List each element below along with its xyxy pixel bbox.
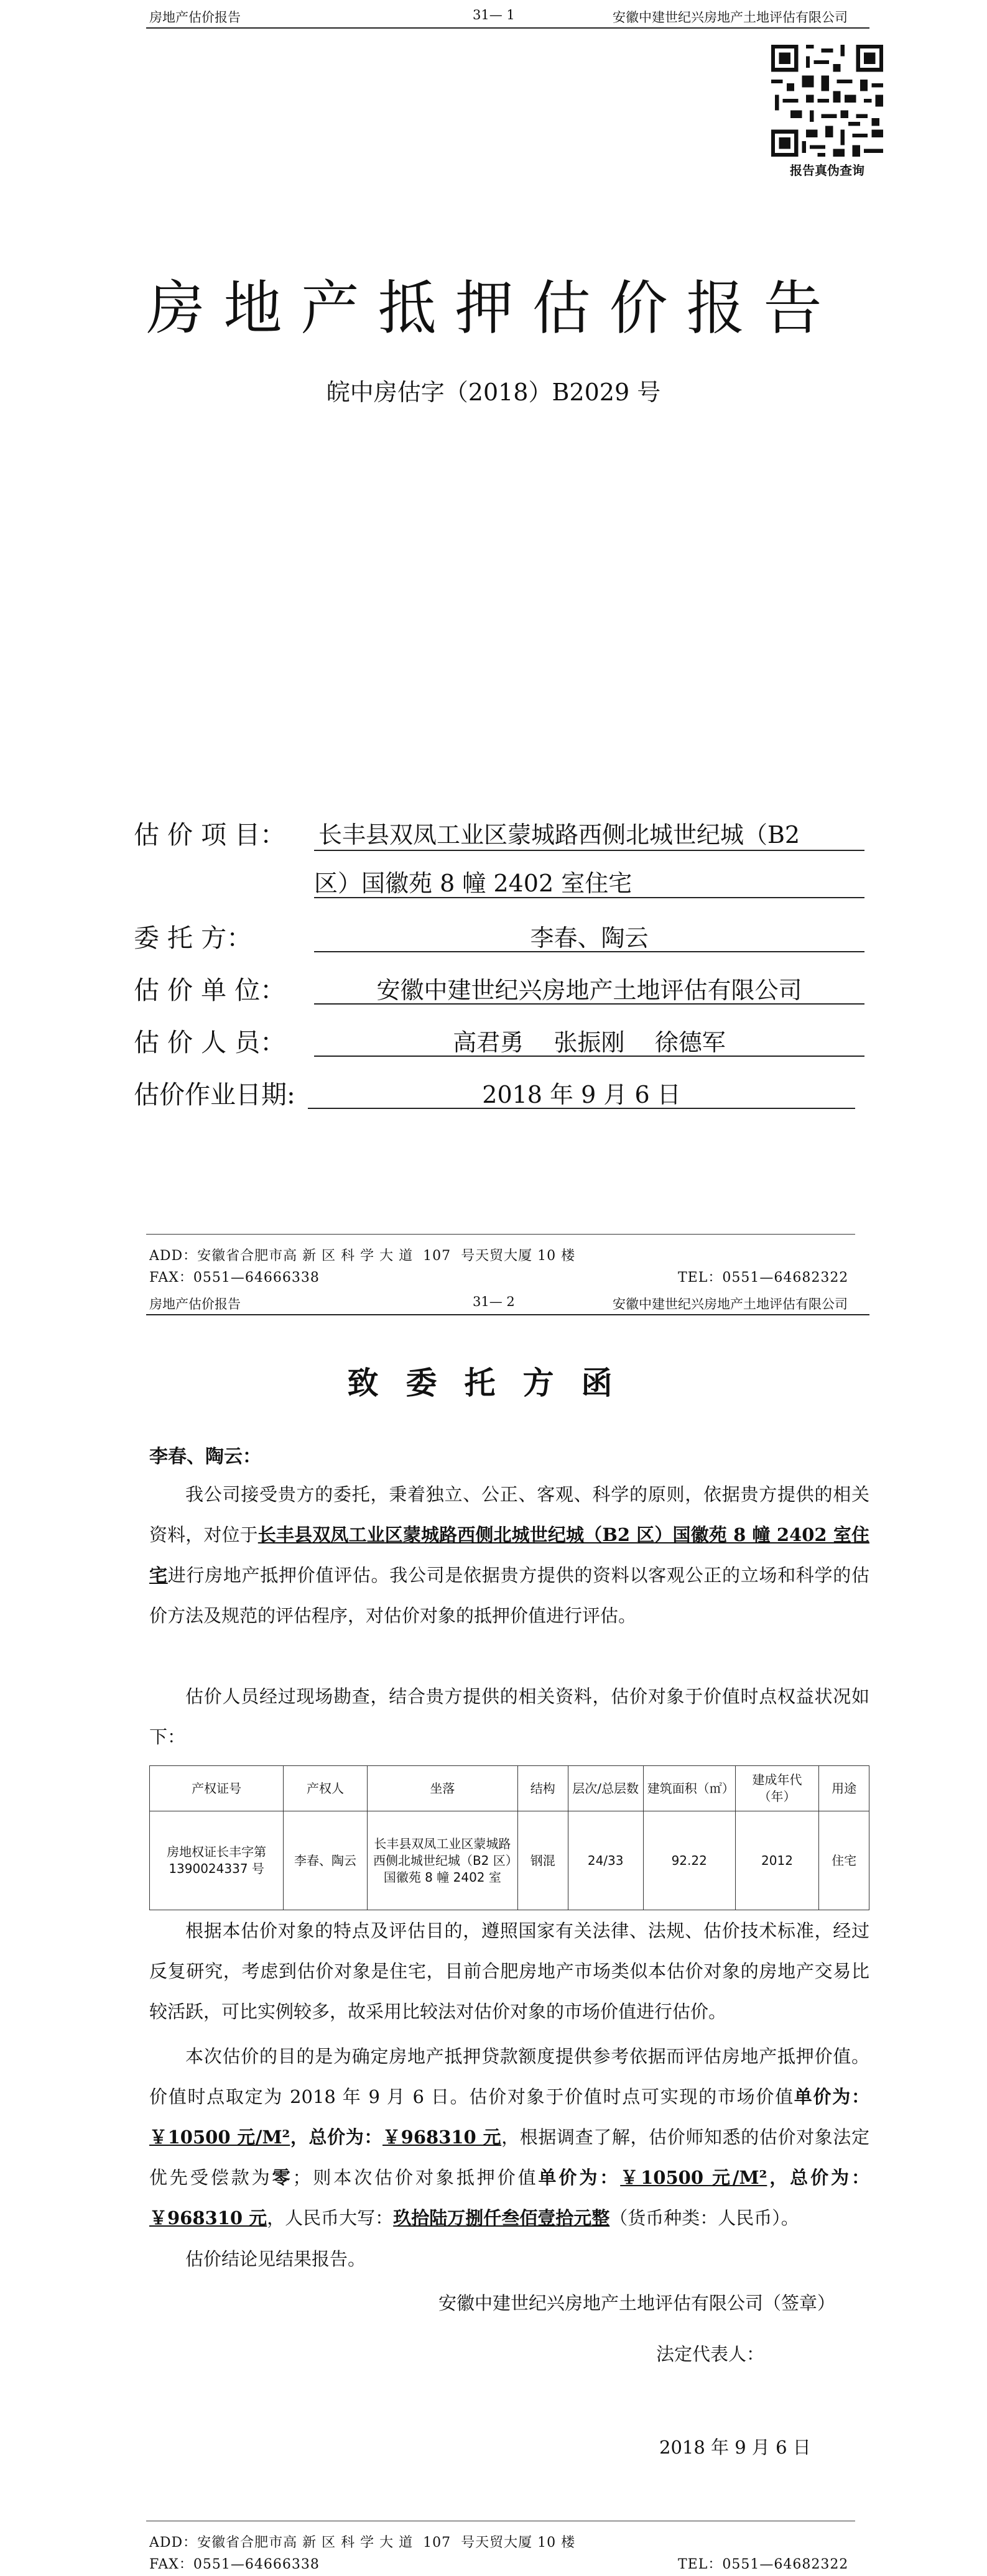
page1-footer-fax: FAX：0551—64666338 [149,1270,320,1286]
staff-label: 估 价 人 员： [134,1028,286,1057]
cell-use: 住宅 [819,1811,869,1910]
cell-area: 92.22 [643,1811,735,1910]
page2-header-page-number: 31— 2 [473,1294,515,1309]
page1-header-left: 房地产估价报告 [149,10,241,25]
project-value-line2: 区）国徽苑 8 幢 2402 室住宅 [314,870,633,897]
sign-representative: 法定代表人： [656,2344,765,2365]
col-header-location: 坐落 [367,1766,517,1811]
unit-label: 估 价 单 位： [134,975,286,1005]
report-number: 皖中房估字（2018）B2029 号 [326,379,661,406]
page2-footer-address: ADD：安徽省合肥市高 新 区 科 学 大 道 107 号天贸大厦 10 楼 [149,2535,576,2551]
cell-owner: 李春、陶云 [284,1811,368,1910]
col-header-floor: 层次/总层数 [568,1766,643,1811]
col-header-owner: 产权人 [284,1766,368,1811]
date-label: 估价作业日期: [134,1080,295,1110]
page1-footer-rule [146,1234,855,1235]
page2-header-right: 安徽中建世纪兴房地产土地评估有限公司 [613,1297,848,1312]
staff-underline [314,1056,864,1057]
market-total-price: ￥968310 元 [382,2127,502,2148]
project-value-line1: 长丰县双凤工业区蒙城路西侧北城世纪城（B2 [318,821,800,849]
page1-header-page-number: 31— 1 [473,7,515,22]
col-header-structure: 结构 [517,1766,568,1811]
page2-footer-tel: TEL：0551—64682322 [678,2557,849,2572]
unit-value: 安徽中建世纪兴房地产土地评估有限公司 [376,977,802,1004]
page1-footer-address: ADD：安徽省合肥市高 新 区 科 学 大 道 107 号天贸大厦 10 楼 [149,1248,576,1264]
report-title: 房地产抵押估价报告 [146,275,841,343]
page2-footer-fax: FAX：0551—64666338 [149,2557,320,2572]
client-label: 委 托 方： [134,923,253,953]
date-underline [308,1108,855,1109]
paragraph-inspection: 估价人员经过现场勘查，结合贵方提供的相关资料，估价对象于价值时点权益状况如下： [149,1686,869,1747]
project-underline-2 [314,897,864,898]
page1-footer-tel: TEL：0551—64682322 [678,1270,849,1286]
date-value: 2018 年 9 月 6 日 [482,1081,681,1108]
client-underline [314,951,864,952]
page2-header-rule [146,1314,869,1315]
col-header-year: 建成年代（年） [735,1766,819,1811]
page1-header-rule [146,27,869,29]
project-label: 估 价 项 目： [134,820,286,850]
paragraph-conclusion: 本次估价的目的是为确定房地产抵押贷款额度提供参考依据而评估房地产抵押价值。价值时点取定为 2018 年 9 月 6 日。估价对象于价值时点可实现的市场价值单价为：￥10500 元/M²，总价为：￥968310 元，根据调查了解，估价师知悉的估价对象法定优先受偿款为零；则本次估价对象抵押价值单价为：￥10500 元/M²，总价为：￥968310 元，人民币大写：玖拾陆万捌仟叁佰壹拾元整（货币种类：人民币）。 [149,2046,869,2229]
cell-location: 长丰县双凤工业区蒙城路西侧北城世纪城（B2 区）国徽苑 8 幢 2402 室 [367,1811,517,1910]
col-header-use: 用途 [819,1766,869,1811]
qr-code-icon[interactable] [771,45,883,157]
priority-claim: 零 [272,2167,293,2188]
page2-header-left: 房地产估价报告 [149,1297,241,1312]
sign-company: 安徽中建世纪兴房地产土地评估有限公司（签章） [438,2293,836,2314]
mortgage-unit-price: ￥10500 元/M² [620,2167,767,2188]
cell-year: 2012 [735,1811,819,1910]
table-row [150,1811,869,1910]
market-unit-price: ￥10500 元/M² [149,2127,290,2148]
page1-header-right: 安徽中建世纪兴房地产土地评估有限公司 [613,10,848,25]
unit-underline [314,1003,864,1005]
project-underline-1 [314,850,864,851]
letter-title: 致委托方函 [347,1364,640,1401]
col-header-cert: 产权证号 [150,1766,284,1811]
qr-caption: 报告真伪查询 [790,163,864,178]
property-table [149,1765,869,1910]
staff-value: 高君勇 张振刚 徐德军 [453,1029,726,1056]
client-value: 李春、陶云 [530,924,649,952]
salutation: 李春、陶云： [149,1446,261,1468]
cell-cert: 房地权证长丰字第 1390024337 号 [150,1811,284,1910]
mortgage-total-price: ￥968310 元 [149,2207,267,2229]
property-address: 长丰县双凤工业区蒙城路西侧北城世纪城（B2 区）国徽苑 8 幢 2402 室住宅 [149,1524,869,1586]
paragraph-commission: 我公司接受贵方的委托，秉着独立、公正、客观、科学的原则，依据贵方提供的相关资料，对位于长丰县双凤工业区蒙城路西侧北城世纪城（B2 区）国徽苑 8 幢 2402 室住宅进行房地产抵押价值评估。我公司是依据贵方提供的资料以客观公正的立场和科学的估价方法及规范的评估程序，对估价对象的抵押价值进行评估。 [149,1484,869,1626]
cell-floor: 24/33 [568,1811,643,1910]
sign-date: 2018 年 9 月 6 日 [659,2437,811,2458]
col-header-area: 建筑面积（㎡） [643,1766,735,1811]
cell-structure: 钢混 [517,1811,568,1910]
paragraph-see-report: 估价结论见结果报告。 [185,2248,366,2270]
amount-in-words: 玖拾陆万捌仟叁佰壹拾元整 [393,2207,610,2229]
paragraph-method: 根据本估价对象的特点及评估目的，遵照国家有关法律、法规、估价技术标准，经过反复研究，考虑到估价对象是住宅，目前合肥房地产市场类似本估价对象的房地产交易比较活跃，可比实例较多，故采用比较法对估价对象的市场价值进行估价。 [149,1920,869,2022]
